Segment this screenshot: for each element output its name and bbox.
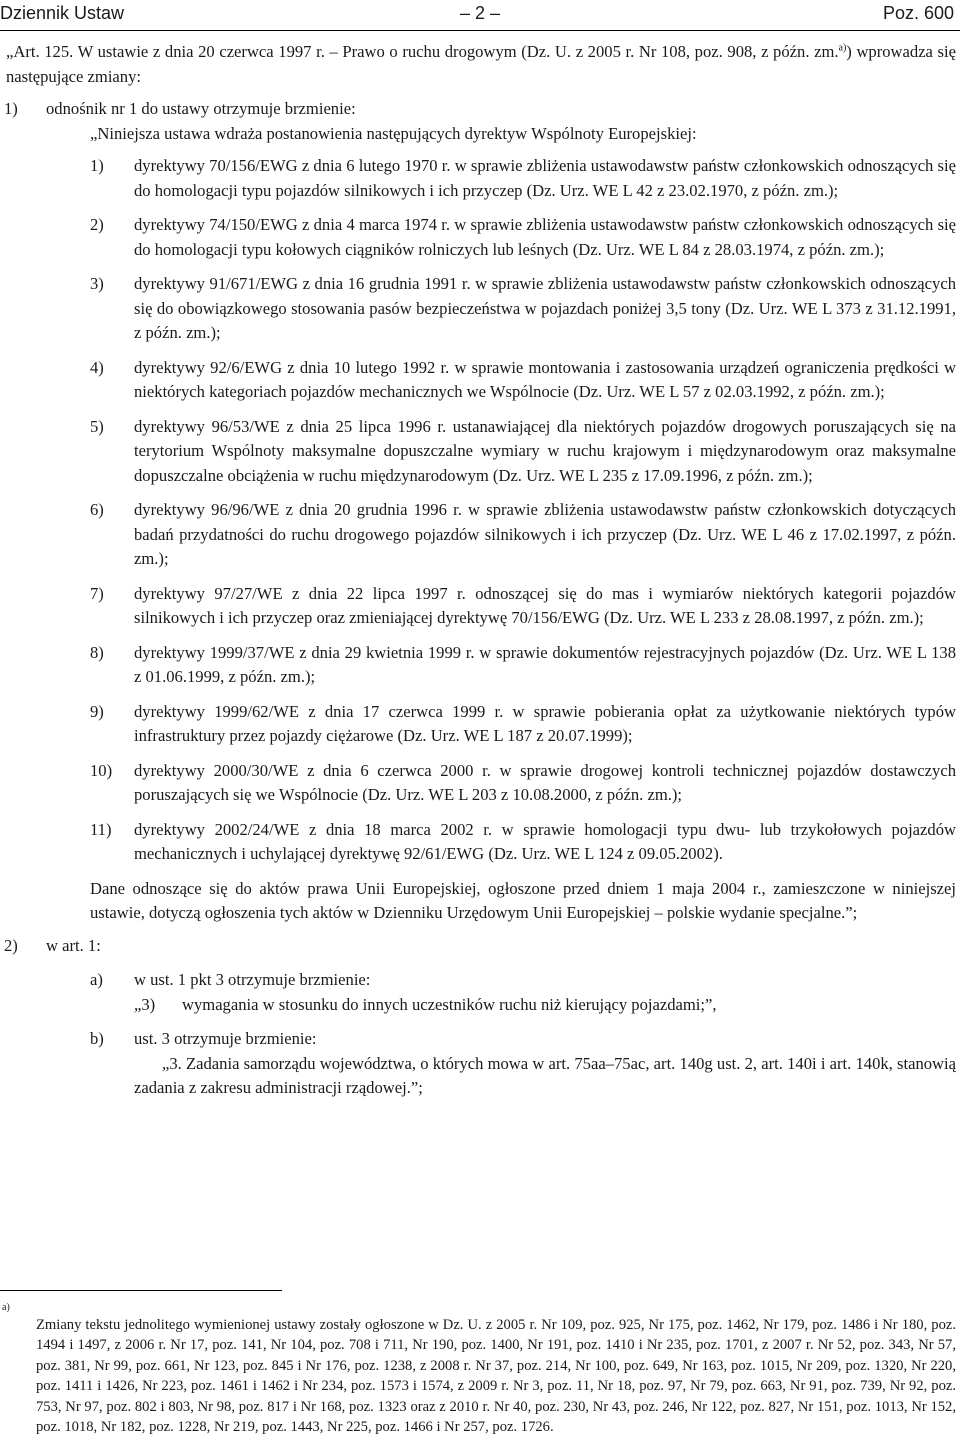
directive-text: dyrektywy 2000/30/WE z dnia 6 czerwca 2000 r. w sprawie drogowej kontroli technicznej pojazdów dostawczych poruszających się we Wspólnocie (Dz. Urz. WE L 203 z 10.08.2000, z późn. zm.); bbox=[134, 760, 956, 804]
footnote bbox=[0, 1300, 960, 1452]
directive-text: dyrektywy 96/53/WE z dnia 25 lipca 1996 r. ustanawiającej dla niektórych pojazdów drogowych poruszających się na terytorium Wspólnoty maksymalne dopuszczalne wymiary w ruchu krajowym i międzynarodowym oraz maksymalne dopuszczalne obciążenia w ruchu międzynarodowym (Dz. Urz. WE L 235 z 17.09.1996, z późn. zm.); bbox=[134, 416, 956, 485]
directive-item bbox=[0, 356, 960, 405]
directive-list bbox=[0, 154, 960, 867]
item-number: 1) bbox=[4, 99, 18, 118]
sub-item-a bbox=[0, 968, 960, 993]
directive-item bbox=[0, 818, 960, 867]
directive-item bbox=[0, 498, 960, 572]
amendment-item-1 bbox=[0, 97, 960, 122]
directive-text: dyrektywy 1999/37/WE z dnia 29 kwietnia 1999 r. w sprawie dokumentów rejestracyjnych pojazdów (Dz. Urz. WE L 138 z 01.06.1999, z późn. zm.); bbox=[134, 642, 956, 686]
directive-text: dyrektywy 91/671/EWG z dnia 16 grudnia 1991 r. w sprawie zbliżenia ustawodawstw państw członkowskich odnoszących się do obowiązkowego stosowania pasów bezpieczeństwa w pojazdach poniżej 3,5 tony (Dz. Urz. WE L 373 z 31.12.1991, z późn. zm.); bbox=[134, 274, 956, 342]
directive-text: dyrektywy 70/156/EWG z dnia 6 lutego 1970 r. w sprawie zbliżenia ustawodawstw państw członkowskich odnoszących się do homologacji typu pojazdów silnikowych i ich przyczep (Dz. Urz. WE L 42 z 23.02.1970, z późn. zm.); bbox=[134, 156, 956, 200]
directive-number: 3) bbox=[90, 274, 104, 293]
directive-number: 8) bbox=[90, 642, 104, 662]
sub-item-letter: a) bbox=[90, 970, 103, 989]
directive-item bbox=[0, 154, 960, 203]
intro-text-before: „Art. 125. W ustawie z dnia 20 czerwca 1997 r. – Prawo o ruchu drogowym (Dz. U. z 2005 r. Nr 108, poz. 908, z późn. zm. bbox=[6, 42, 839, 61]
intro-text-after: ) wprowadza się następujące zmiany: bbox=[6, 42, 956, 86]
directive-text: dyrektywy 2002/24/WE z dnia 18 marca 2002 r. w sprawie homologacji typu dwu- lub trzykołowych pojazdów mechanicznych i uchylającej dyrektywę 92/61/EWG (Dz. Urz. WE L 124 z 09.05.2002). bbox=[134, 819, 956, 863]
item-text: odnośnik nr 1 do ustawy otrzymuje brzmienie: bbox=[46, 99, 356, 118]
directive-item bbox=[0, 700, 960, 749]
footnote-reference: a) bbox=[838, 42, 847, 54]
directive-number: 4) bbox=[90, 357, 104, 377]
document-body bbox=[0, 40, 960, 1101]
quoted-point-text: wymagania w stosunku do innych uczestników ruchu niż kierujący pojazdami;”, bbox=[182, 994, 717, 1014]
directive-number: 11) bbox=[90, 819, 112, 839]
footnote-separator bbox=[0, 1290, 282, 1291]
article-intro bbox=[0, 40, 960, 89]
directive-number: 7) bbox=[90, 583, 104, 603]
directive-item bbox=[0, 415, 960, 489]
page-header bbox=[0, 0, 960, 31]
directive-text: dyrektywy 74/150/EWG z dnia 4 marca 1974 r. w sprawie zbliżenia ustawodawstw państw członkowskich odnoszących się do homologacji typu kołowych ciągników rolniczych lub leśnych (Dz. Urz. WE L 84 z 28.03.1974, z późn. zm.); bbox=[134, 215, 956, 259]
journal-title: Dziennik Ustaw bbox=[0, 3, 125, 23]
directive-item bbox=[0, 213, 960, 262]
quoted-point-3 bbox=[0, 993, 960, 1018]
directive-item bbox=[0, 272, 960, 346]
directive-number: 2) bbox=[90, 215, 104, 234]
position-number: Poz. 600 bbox=[882, 3, 954, 23]
eu-acts-note: Dane odnoszące się do aktów prawa Unii Europejskiej, ogłoszone przed dniem 1 maja 2004 r., zamieszczone w niniejszej ustawie, dotyczą ogłoszenia tych aktów w Dzienniku Urzędowym Unii Europejskiej – polskie wydanie specjalne.”; bbox=[90, 878, 956, 922]
sub-item-text: ust. 3 otrzymuje brzmienie: bbox=[134, 1029, 317, 1048]
directive-number: 10) bbox=[90, 760, 113, 780]
directive-item bbox=[0, 582, 960, 631]
quoted-footnote-intro: „Niniejsza ustawa wdraża postanowienia następujących dyrektyw Wspólnoty Europejskiej: bbox=[90, 123, 697, 143]
sub-item-b bbox=[0, 1027, 960, 1052]
item-number: 2) bbox=[4, 935, 18, 955]
quoted-point-number: „3) bbox=[134, 994, 156, 1014]
sub-item-letter: b) bbox=[90, 1029, 104, 1048]
amendment-item-2 bbox=[0, 934, 960, 959]
directive-text: dyrektywy 92/6/EWG z dnia 10 lutego 1992 r. w sprawie montowania i zastosowania urządzeń ograniczenia prędkości w niektórych kategoriach pojazdów mechanicznych we Wspólnocie (Dz. Urz. WE L 57 z 02.03.1992, z późn. zm.); bbox=[134, 357, 956, 401]
item-text: w art. 1: bbox=[46, 935, 101, 955]
directive-item bbox=[0, 641, 960, 690]
page-number: – 2 – bbox=[459, 3, 501, 23]
directive-text: dyrektywy 97/27/WE z dnia 22 lipca 1997 r. odnoszącej się do mas i wymiarów niektórych kategorii pojazdów silnikowych i ich przyczep oraz zmieniającej dyrektywę 70/156/EWG (Dz. Urz. WE L 233 z 28.08.1997, z późn. zm.); bbox=[134, 583, 956, 627]
sub-item-text: w ust. 1 pkt 3 otrzymuje brzmienie: bbox=[134, 970, 371, 989]
footnote-marker: a) bbox=[2, 1302, 10, 1313]
directive-text: dyrektywy 96/96/WE z dnia 20 grudnia 1996 r. w sprawie zbliżenia ustawodawstw państw członkowskich dotyczących badań przydatności do ruchu drogowego pojazdów silnikowych i ich przyczep (Dz. Urz. WE L 46 z 17.02.1997, z późn. zm.); bbox=[134, 500, 956, 568]
directive-item bbox=[0, 759, 960, 808]
directive-text: dyrektywy 1999/62/WE z dnia 17 czerwca 1999 r. w sprawie pobierania opłat za użytkowanie niektórych typów infrastruktury przez pojazdy ciężarowe (Dz. Urz. WE L 187 z 20.07.1999); bbox=[134, 701, 956, 745]
directive-number: 5) bbox=[90, 416, 104, 436]
directive-number: 9) bbox=[90, 701, 104, 721]
directive-number: 1) bbox=[90, 156, 104, 175]
directive-number: 6) bbox=[90, 500, 104, 519]
quoted-paragraph-3: „3. Zadania samorządu województwa, o których mowa w art. 75aa–75ac, art. 140g ust. 2, art. 140i i art. 140k, stanowią zadania z zakresu administracji rządowej.”; bbox=[134, 1053, 956, 1097]
footnote-text: Zmiany tekstu jednolitego wymienionej ustawy zostały ogłoszone w Dz. U. z 2005 r. Nr 109, poz. 925, Nr 175, poz. 1462, Nr 179, poz. 1486 i Nr 180, poz. 1494 i 1497, z 2006 r. Nr 17, poz. 141, Nr 104, poz. 708 i 711, Nr 190, poz. 1400, Nr 191, poz. 1410 i Nr 235, poz. 1701, z 2007 r. Nr 52, poz. 343, Nr 57, poz. 381, Nr 99, poz. 661, Nr 123, poz. 845 i Nr 176, poz. 1238, z 2008 r. Nr 37, poz. 214, Nr 100, poz. 649, Nr 163, poz. 1015, Nr 209, poz. 1320, Nr 220, poz. 1411 i 1426, Nr 223, poz. 1461 i 1462 i Nr 234, poz. 1573 i 1574, z 2009 r. Nr 3, poz. 11, Nr 18, poz. 97, Nr 79, poz. 663, Nr 91, poz. 739, Nr 92, poz. 753, Nr 97, poz. 802 i 803, Nr 98, poz. 817 i Nr 168, poz. 1323 oraz z 2010 r. Nr 40, poz. 230, Nr 43, poz. 246, Nr 122, poz. 827, Nr 151, poz. 1013, Nr 152, poz. 1018, Nr 182, poz. 1228, Nr 219, poz. 1443, Nr 225, poz. 1466 i Nr 257, poz. 1726. bbox=[36, 1316, 956, 1436]
